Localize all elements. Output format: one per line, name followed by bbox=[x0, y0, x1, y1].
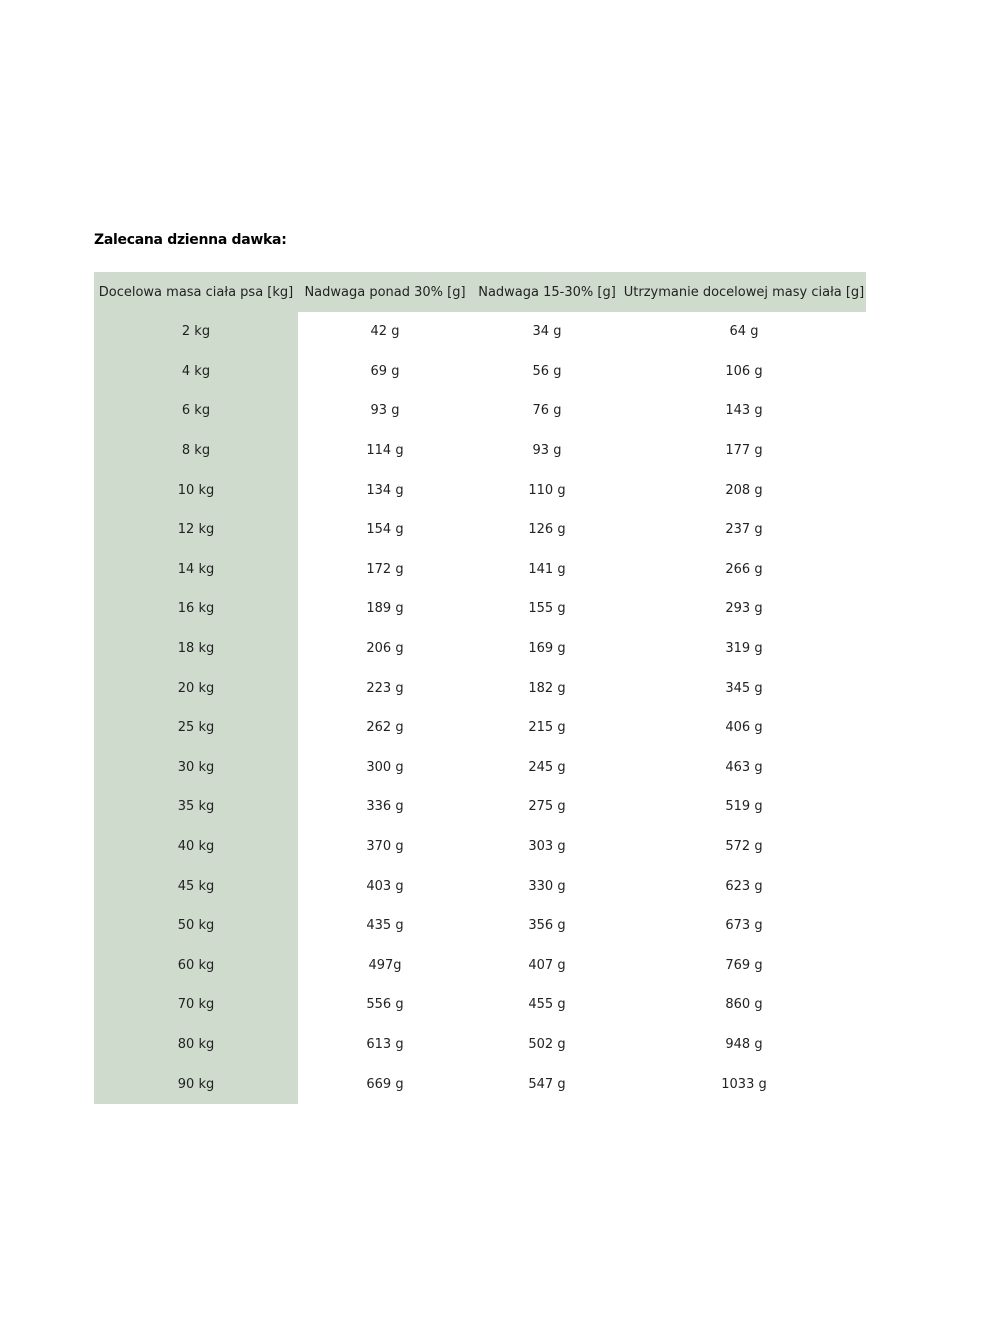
cell-overweight-over-30: 42 g bbox=[370, 324, 400, 340]
cell-overweight-over-30: 613 g bbox=[366, 1036, 404, 1052]
cell-overweight-over-30: 69 g bbox=[370, 363, 400, 379]
cell-overweight-15-30: 330 g bbox=[528, 878, 566, 894]
table-row bbox=[94, 1025, 866, 1065]
cell-maintenance: 106 g bbox=[725, 363, 763, 379]
cell-overweight-15-30: 182 g bbox=[528, 680, 566, 696]
cell-overweight-over-30: 189 g bbox=[366, 601, 404, 617]
cell-target-mass: 30 kg bbox=[94, 748, 298, 788]
table-row bbox=[94, 946, 866, 986]
cell-target-mass: 8 kg bbox=[94, 431, 298, 471]
cell-target-mass: 10 kg bbox=[94, 470, 298, 510]
cell-overweight-over-30: 669 g bbox=[366, 1076, 404, 1092]
cell-target-mass: 2 kg bbox=[94, 312, 298, 352]
table-row bbox=[94, 352, 866, 392]
cell-maintenance: 519 g bbox=[725, 799, 763, 815]
cell-maintenance: 319 g bbox=[725, 641, 763, 657]
cell-maintenance: 345 g bbox=[725, 680, 763, 696]
cell-target-mass: 18 kg bbox=[94, 629, 298, 669]
cell-target-mass: 70 kg bbox=[94, 985, 298, 1025]
cell-maintenance: 406 g bbox=[725, 720, 763, 736]
table-header bbox=[94, 272, 866, 312]
cell-overweight-over-30: 172 g bbox=[366, 561, 404, 577]
table-row bbox=[94, 827, 866, 867]
cell-maintenance: 769 g bbox=[725, 957, 763, 973]
cell-overweight-15-30: 356 g bbox=[528, 918, 566, 934]
cell-maintenance: 673 g bbox=[725, 918, 763, 934]
table-row bbox=[94, 748, 866, 788]
header-row bbox=[94, 272, 866, 312]
cell-maintenance: 266 g bbox=[725, 561, 763, 577]
cell-target-mass: 4 kg bbox=[94, 352, 298, 392]
cell-overweight-over-30: 223 g bbox=[366, 680, 404, 696]
cell-overweight-15-30: 141 g bbox=[528, 561, 566, 577]
cell-target-mass: 25 kg bbox=[94, 708, 298, 748]
cell-target-mass: 45 kg bbox=[94, 866, 298, 906]
header-overweight-15-30: Nadwaga 15-30% [g] bbox=[472, 272, 622, 312]
table-row bbox=[94, 906, 866, 946]
cell-maintenance: 572 g bbox=[725, 839, 763, 855]
header-target-mass: Docelowa masa ciała psa [kg] bbox=[94, 272, 298, 312]
cell-overweight-over-30: 206 g bbox=[366, 641, 404, 657]
cell-target-mass: 90 kg bbox=[94, 1064, 298, 1104]
table-row bbox=[94, 668, 866, 708]
table-row bbox=[94, 391, 866, 431]
header-maintenance: Utrzymanie docelowej masy ciała [g] bbox=[622, 272, 866, 312]
cell-maintenance: 237 g bbox=[725, 522, 763, 538]
cell-maintenance: 463 g bbox=[725, 759, 763, 775]
cell-overweight-over-30: 403 g bbox=[366, 878, 404, 894]
cell-overweight-over-30: 370 g bbox=[366, 839, 404, 855]
table-row bbox=[94, 629, 866, 669]
table-row bbox=[94, 866, 866, 906]
table-row bbox=[94, 1064, 866, 1104]
cell-overweight-15-30: 215 g bbox=[528, 720, 566, 736]
cell-target-mass: 12 kg bbox=[94, 510, 298, 550]
cell-target-mass: 40 kg bbox=[94, 827, 298, 867]
cell-overweight-over-30: 556 g bbox=[366, 997, 404, 1013]
cell-maintenance: 1033 g bbox=[721, 1076, 767, 1092]
cell-target-mass: 80 kg bbox=[94, 1025, 298, 1065]
cell-overweight-over-30: 114 g bbox=[366, 443, 404, 459]
cell-maintenance: 64 g bbox=[729, 324, 759, 340]
cell-overweight-15-30: 76 g bbox=[532, 403, 562, 419]
cell-overweight-15-30: 245 g bbox=[528, 759, 566, 775]
cell-target-mass: 14 kg bbox=[94, 550, 298, 590]
cell-overweight-over-30: 435 g bbox=[366, 918, 404, 934]
cell-overweight-15-30: 547 g bbox=[528, 1076, 566, 1092]
table-row bbox=[94, 985, 866, 1025]
cell-overweight-15-30: 502 g bbox=[528, 1036, 566, 1052]
table-row bbox=[94, 470, 866, 510]
cell-target-mass: 6 kg bbox=[94, 391, 298, 431]
cell-overweight-over-30: 154 g bbox=[366, 522, 404, 538]
daily-dose-table bbox=[94, 272, 866, 1104]
cell-target-mass: 60 kg bbox=[94, 946, 298, 986]
header-overweight-over-30: Nadwaga ponad 30% [g] bbox=[298, 272, 472, 312]
cell-overweight-over-30: 134 g bbox=[366, 482, 404, 498]
table-row bbox=[94, 510, 866, 550]
cell-maintenance: 293 g bbox=[725, 601, 763, 617]
table-row bbox=[94, 431, 866, 471]
cell-overweight-over-30: 262 g bbox=[366, 720, 404, 736]
cell-maintenance: 948 g bbox=[725, 1036, 763, 1052]
cell-overweight-over-30: 93 g bbox=[370, 403, 400, 419]
table-body bbox=[94, 312, 866, 1104]
cell-overweight-15-30: 126 g bbox=[528, 522, 566, 538]
cell-overweight-over-30: 300 g bbox=[366, 759, 404, 775]
table-row bbox=[94, 550, 866, 590]
cell-overweight-15-30: 56 g bbox=[532, 363, 562, 379]
cell-target-mass: 50 kg bbox=[94, 906, 298, 946]
cell-overweight-15-30: 155 g bbox=[528, 601, 566, 617]
cell-maintenance: 208 g bbox=[725, 482, 763, 498]
cell-target-mass: 35 kg bbox=[94, 787, 298, 827]
cell-overweight-15-30: 34 g bbox=[532, 324, 562, 340]
cell-target-mass: 20 kg bbox=[94, 668, 298, 708]
cell-maintenance: 177 g bbox=[725, 443, 763, 459]
cell-target-mass: 16 kg bbox=[94, 589, 298, 629]
page-title: Zalecana dzienna dawka: bbox=[94, 232, 287, 248]
table-row bbox=[94, 312, 866, 352]
cell-overweight-15-30: 455 g bbox=[528, 997, 566, 1013]
cell-overweight-over-30: 497g bbox=[368, 957, 402, 973]
cell-overweight-15-30: 169 g bbox=[528, 641, 566, 657]
table-row bbox=[94, 708, 866, 748]
cell-overweight-15-30: 93 g bbox=[532, 443, 562, 459]
cell-overweight-15-30: 110 g bbox=[528, 482, 566, 498]
cell-maintenance: 143 g bbox=[725, 403, 763, 419]
table-row bbox=[94, 589, 866, 629]
cell-overweight-15-30: 407 g bbox=[528, 957, 566, 973]
cell-maintenance: 623 g bbox=[725, 878, 763, 894]
cell-overweight-15-30: 275 g bbox=[528, 799, 566, 815]
cell-maintenance: 860 g bbox=[725, 997, 763, 1013]
table-row bbox=[94, 787, 866, 827]
cell-overweight-over-30: 336 g bbox=[366, 799, 404, 815]
cell-overweight-15-30: 303 g bbox=[528, 839, 566, 855]
